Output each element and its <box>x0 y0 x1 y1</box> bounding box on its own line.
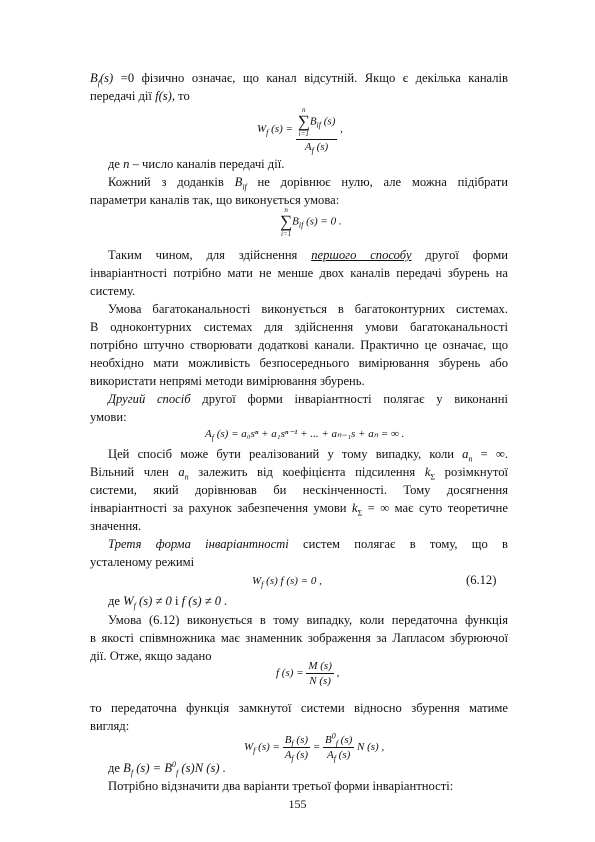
sum-symbol: n ∑ i=1 <box>297 106 310 138</box>
paragraph-line: Умова багатоканальності виконується в багатоконтурних системах. <box>108 302 508 316</box>
paragraph-line: інваріантності за рахунок забезпечення умови $k_\Sigma$ = ∞ має суто теоретичне <box>90 501 508 518</box>
page-number: 155 <box>288 797 307 811</box>
text: передачі дії <box>90 89 156 103</box>
paragraph-line: параметри каналів так, що виконується умова: <box>90 193 340 207</box>
paragraph-line: значення. <box>90 519 142 533</box>
sum-symbol: n ∑ i=1 <box>280 206 293 238</box>
paragraph-line: потрібно штучно створювати додаткові канали. Практично це означає, що <box>90 338 508 352</box>
paragraph-line: Потрібно відзначити два варіанти третьої форми інваріантності: <box>108 779 454 793</box>
equation-1: $W_f$ (s) = n ∑ $i=1B_{if}$ (s) $A_f$ (s) , <box>257 106 343 156</box>
text: =0 фізично означає, що канал відсутній. Якщо є декілька каналів <box>113 71 508 85</box>
math-subscript: f <box>97 78 100 88</box>
paragraph-line: систему. <box>90 284 136 298</box>
math-symbol: f(s) <box>155 89 172 103</box>
math-symbol: B <box>90 71 98 85</box>
text: , то <box>171 89 190 103</box>
paragraph-line: де n – число каналів передачі дії. <box>108 157 285 171</box>
paragraph-line: дії. Отже, якщо задано <box>90 649 212 663</box>
equation-4: $W_f$ (s) f (s) = 0 , <box>252 575 322 590</box>
paragraph-line <box>90 71 508 86</box>
paragraph-line: необхідно мати можливість безпосереднього вимірювання збурень або <box>90 356 508 370</box>
paragraph-line: Таким чином, для здійснення першого способу другої форми <box>108 248 508 262</box>
paragraph-line: де $W_f$ (s) ≠ 0 і f (s) ≠ 0 . <box>108 594 228 611</box>
paragraph-line <box>90 89 190 104</box>
paragraph-line: Вільний член $a_n$ залежить від коефіцієнта підсилення $k_\Sigma$ розімкнутої <box>90 465 508 482</box>
equation-3: $A_f$ (s) = a₀sⁿ + a₁sⁿ⁻¹ + ... + aₙ₋₁s + aₙ = ∞ . <box>205 428 405 443</box>
paragraph-line: в якості співмножника має знаменник зображення за Лапласом збурюючої <box>90 631 508 645</box>
paragraph-line: вигляд: <box>90 719 130 733</box>
paragraph-line: усталеному режимі <box>90 555 195 569</box>
paragraph-line: інваріантності потрібно мати не менше двох каналів передачі збурень на <box>90 266 508 280</box>
paragraph-line: Третя форма інваріантності систем полягає в тому, що в <box>108 537 508 551</box>
fraction: $\frac{B_f (s)}{A_f (s)}$ <box>284 734 309 764</box>
paragraph-line: Другий спосіб другої форми інваріантності полягає у виконанні <box>108 392 509 406</box>
paragraph-line: системи, який дорівнював би нескінченності. Тому досягнення <box>90 483 508 497</box>
paragraph-line: де $B_f$ $(s) = B^0_f$ (s)N (s) . <box>108 759 226 778</box>
equation-6: $W_f$ (s) = $\frac{B_f (s)}{A_f (s)}$ = $\frac{B^0_f (s)}{A_f (s)}$ N (s) , <box>244 731 385 764</box>
equation-5: f (s) = $\frac{M (s)}{N (s)}$ , <box>276 660 340 687</box>
paragraph-line: то передаточна функція замкнутої системи відносно збурення матиме <box>90 701 508 715</box>
paragraph-line: В одноконтурних системах для здійснення умови багатоканальності <box>90 320 508 334</box>
paragraph-line: використати непрямі методи вимірювання збурень. <box>90 374 365 388</box>
fraction: $\frac{M (s)}{N (s)}$ <box>308 660 332 687</box>
paragraph-line: Кожний з доданків $B_{if}$ не дорівнює нулю, але можна підібрати <box>108 175 508 192</box>
paragraph-line: Умова (6.12) виконується в тому випадку, коли передаточна функція <box>108 613 508 627</box>
paragraph-line: умови: <box>90 410 127 424</box>
fraction: $\frac{B^0_f (s)}{A_f (s)}$ <box>324 731 353 764</box>
fraction: n ∑ $i=1B_{if}$ (s) $A_f$ (s) <box>297 106 336 156</box>
paragraph-line: Цей спосіб може бути реалізований у тому випадку, коли $a_n$ = ∞. <box>108 447 508 464</box>
equation-2: n ∑ $i=1B_{if}$ (s) = 0 . <box>280 206 342 238</box>
equation-number: (6.12) <box>466 573 497 587</box>
math-arg: (s) <box>99 71 114 85</box>
